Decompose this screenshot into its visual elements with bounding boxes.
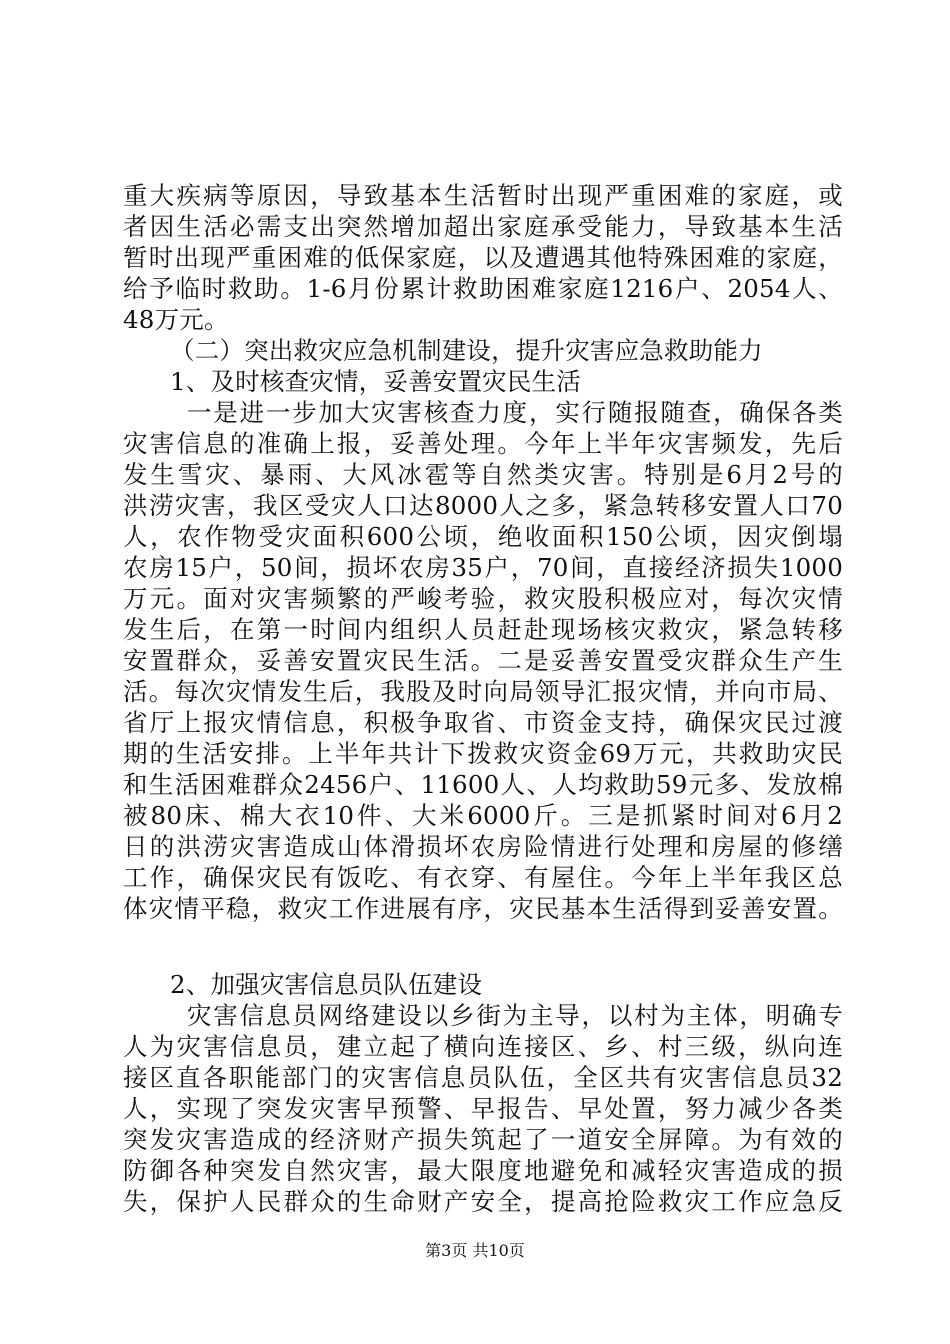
paragraph-line: 暂时出现严重困难的低保家庭，以及遭遇其他特殊困难的家庭， bbox=[123, 243, 843, 272]
paragraph-line: 安置群众，妥善安置灾民生活。二是妥善安置受灾群众生产生 bbox=[123, 646, 843, 675]
paragraph-line: 体灾情平稳，救灾工作进展有序，灾民基本生活得到妥善安置。 bbox=[123, 894, 843, 923]
document-body bbox=[123, 180, 843, 1217]
paragraph-spacer bbox=[123, 924, 843, 938]
paragraph-line: 被80床、棉大衣10件、大米6000斤。三是抓紧时间对6月2 bbox=[123, 801, 843, 830]
blank-line bbox=[123, 938, 843, 969]
paragraph-line: 发生后，在第一时间内组织人员赶赴现场核灾救灾，紧急转移 bbox=[123, 615, 843, 644]
subsection-heading: 1、及时核查灾情，妥善安置灾民生活 bbox=[170, 367, 581, 396]
paragraph-line: 和生活困难群众2456户、11600人、人均救助59元多、发放棉 bbox=[123, 770, 843, 799]
paragraph-line: 接区直各职能部门的灾害信息员队伍，全区共有灾害信息员32 bbox=[123, 1063, 843, 1092]
paragraph-line: 农房15户，50间，损坏农房35户，70间，直接经济损失1000 bbox=[123, 553, 843, 582]
paragraph-line: 灾害信息员网络建设以乡街为主导，以村为主体，明确专 bbox=[187, 1001, 843, 1030]
paragraph-line: 突发灾害造成的经济财产损失筑起了一道安全屏障。为有效的 bbox=[123, 1125, 843, 1154]
paragraph-line: 日的洪涝灾害造成山体滑损坏农房险情进行处理和房屋的修缮 bbox=[123, 832, 843, 861]
paragraph-line: 洪涝灾害，我区受灾人口达8000人之多，紧急转移安置人口70 bbox=[123, 491, 843, 520]
section-heading: （二）突出救灾应急机制建设，提升灾害应急救助能力 bbox=[170, 336, 763, 365]
paragraph-line: 发生雪灾、暴雨、大风冰雹等自然类灾害。特别是6月2号的 bbox=[123, 460, 843, 489]
paragraph-line: 人，农作物受灾面积600公顷，绝收面积150公顷，因灾倒塌 bbox=[123, 522, 843, 551]
paragraph-line: 灾害信息的准确上报，妥善处理。今年上半年灾害频发，先后 bbox=[123, 429, 843, 458]
subsection-heading: 2、加强灾害信息员队伍建设 bbox=[170, 970, 483, 999]
paragraph-line: 期的生活安排。上半年共计下拨救灾资金69万元，共救助灾民 bbox=[123, 739, 843, 768]
paragraph-line: 给予临时救助。1-6月份累计救助困难家庭1216户、2054人、 bbox=[123, 274, 843, 303]
paragraph-line: 万元。面对灾害频繁的严峻考验，救灾股积极应对，每次灾情 bbox=[123, 584, 843, 613]
paragraph-line: 人，实现了突发灾害早预警、早报告、早处置，努力减少各类 bbox=[123, 1094, 843, 1123]
page-number-footer: 第3页 共10页 bbox=[425, 1241, 525, 1260]
paragraph-line: 人为灾害信息员，建立起了横向连接区、乡、村三级，纵向连 bbox=[123, 1032, 843, 1061]
paragraph-line: 活。每次灾情发生后，我股及时向局领导汇报灾情，并向市局、 bbox=[123, 677, 843, 706]
paragraph-line: 一是进一步加大灾害核查力度，实行随报随查，确保各类 bbox=[187, 398, 843, 427]
paragraph-line: 重大疾病等原因，导致基本生活暂时出现严重困难的家庭，或 bbox=[123, 181, 843, 210]
paragraph-line: 防御各种突发自然灾害，最大限度地避免和减轻灾害造成的损 bbox=[123, 1156, 843, 1185]
paragraph-line: 失，保护人民群众的生命财产安全，提高抢险救灾工作应急反 bbox=[123, 1187, 843, 1216]
paragraph-line: 工作，确保灾民有饭吃、有衣穿、有屋住。今年上半年我区总 bbox=[123, 863, 843, 892]
paragraph-line: 省厅上报灾情信息，积极争取省、市资金支持，确保灾民过渡 bbox=[123, 708, 843, 737]
paragraph-line: 者因生活必需支出突然增加超出家庭承受能力，导致基本生活 bbox=[123, 212, 843, 241]
paragraph-line: 48万元。 bbox=[123, 305, 229, 334]
